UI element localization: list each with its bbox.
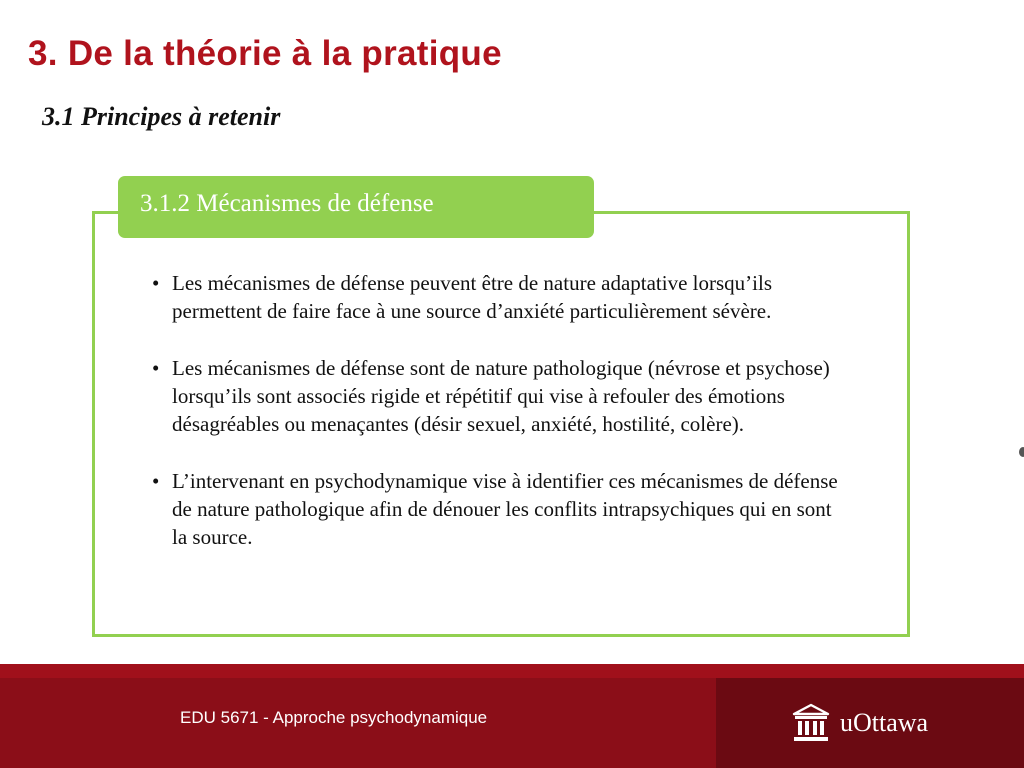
slide-subtitle: 3.1 Principes à retenir [42,102,281,131]
edge-dot [1019,447,1024,457]
section-header-label: 3.1.2 Mécanismes de défense [140,190,434,217]
course-label: EDU 5671 - Approche psychodynamique [180,708,488,727]
logo-text: uOttawa [840,708,929,737]
section-header [118,176,594,238]
university-logo [792,703,928,743]
list-item [148,354,848,438]
slide-title: 3. De la théorie à la pratique [28,34,502,73]
bullet-text: L’intervenant en psychodynamique vise à identifier ces mécanismes de défense de nature pathologique afin de dénouer les conflits intrapsychiques qui en sont la source. [172,469,838,549]
bullet-icon: • [152,469,160,493]
bullet-icon: • [152,271,160,295]
bullet-icon: • [152,356,160,380]
bullet-list [148,269,848,580]
footer-stripe [0,664,1024,678]
list-item [148,467,848,551]
bullet-text: Les mécanismes de défense sont de nature pathologique (névrose et psychose) lorsqu’ils sont associés rigide et répétitif qui vise à refouler des émotions désagréables ou menaçantes (désir sexuel, anxiété, hostilité, colère). [172,356,830,436]
list-item [148,269,848,325]
bullet-text: Les mécanismes de défense peuvent être de nature adaptative lorsqu’ils permettent de faire face à une source d’anxiété particulièrement sévère. [172,271,773,323]
university-building-icon [792,703,830,743]
